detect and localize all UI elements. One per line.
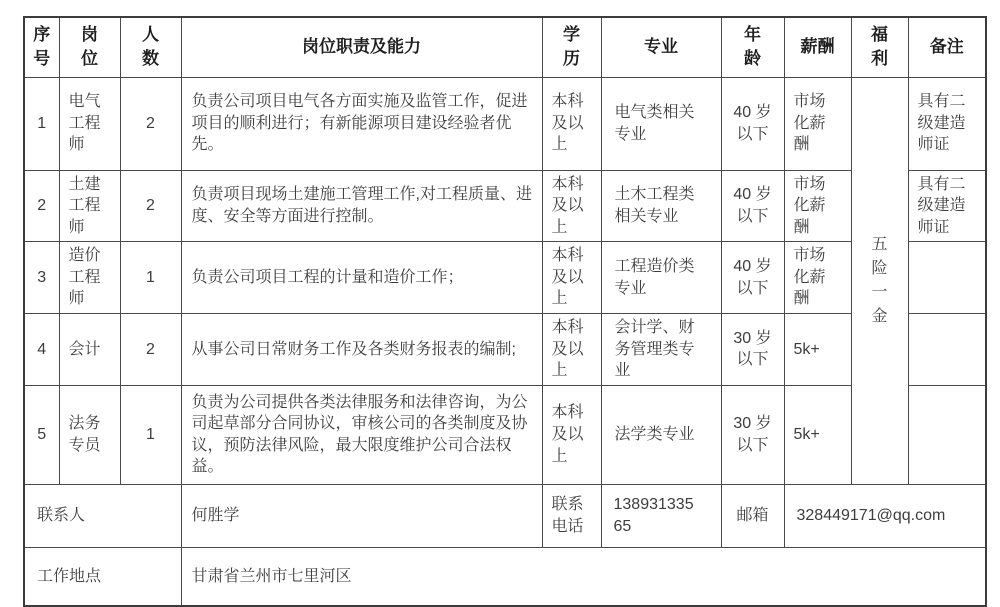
row5-no: 5 xyxy=(24,385,59,484)
row5-duties: 负责为公司提供各类法律服务和法律咨询，为公司起草部分合同协议，审核公司的各类制度及协议，预防法律风险，最大限度维护公司合法权益。 xyxy=(181,385,542,484)
row4-no: 4 xyxy=(24,314,59,386)
row4-major: 会计学、财务管理类专业 xyxy=(601,314,721,386)
row1-duties: 负责公司项目电气各方面实施及监管工作，促进项目的顺利进行；有新能源项目建设经验者优先。 xyxy=(181,77,542,170)
header-cell-count xyxy=(120,17,181,77)
row5-major: 法学类专业 xyxy=(601,385,721,484)
row4-age: 30 岁以下 xyxy=(721,314,784,386)
row1-count: 2 xyxy=(120,77,181,170)
row2-major: 土木工程类相关专业 xyxy=(601,170,721,242)
row1-education: 本科及以上 xyxy=(542,77,601,170)
row4-count: 2 xyxy=(120,314,181,386)
table-row xyxy=(24,170,986,242)
row2-position: 土建工程师 xyxy=(59,170,120,242)
table-row xyxy=(24,77,986,170)
row2-education: 本科及以上 xyxy=(542,170,601,242)
contact-email-value: 328449171@qq.com xyxy=(784,484,986,547)
row5-age: 30 岁以下 xyxy=(721,385,784,484)
recruitment-table xyxy=(23,16,987,607)
location-value: 甘肃省兰州市七里河区 xyxy=(181,547,986,606)
row1-note: 具有二级建造师证 xyxy=(908,77,986,170)
row4-note xyxy=(908,314,986,386)
header-cell-duties: 岗位职责及能力 xyxy=(181,17,542,77)
row3-position: 造价工程师 xyxy=(59,242,120,314)
row3-major: 工程造价类专业 xyxy=(601,242,721,314)
header-cell-salary: 薪酬 xyxy=(784,17,851,77)
row4-salary: 5k+ xyxy=(784,314,851,386)
row3-age: 40 岁以下 xyxy=(721,242,784,314)
contact-phone-label: 联系电话 xyxy=(542,484,601,547)
row2-count: 2 xyxy=(120,170,181,242)
row5-count: 1 xyxy=(120,385,181,484)
benefit-merged-cell: 五险一金 xyxy=(851,77,908,484)
row3-no: 3 xyxy=(24,242,59,314)
row1-no: 1 xyxy=(24,77,59,170)
row4-position: 会计 xyxy=(59,314,120,386)
contact-name: 何胜学 xyxy=(181,484,542,547)
contact-phone-number: 13893133565 xyxy=(601,484,721,547)
header-benefit-label: 福利 xyxy=(870,24,888,69)
header-cell-position xyxy=(59,17,120,77)
header-cell-benefit xyxy=(851,17,908,77)
row4-duties: 从事公司日常财务工作及各类财务报表的编制; xyxy=(181,314,542,386)
header-row xyxy=(24,17,986,77)
header-cell-education xyxy=(542,17,601,77)
contact-email-label: 邮箱 xyxy=(721,484,784,547)
header-position-label: 岗位 xyxy=(80,24,98,69)
location-label: 工作地点 xyxy=(24,547,181,606)
header-cell-no xyxy=(24,17,59,77)
row1-age: 40 岁以下 xyxy=(721,77,784,170)
row1-salary: 市场化薪酬 xyxy=(784,77,851,170)
row2-duties: 负责项目现场土建施工管理工作,对工程质量、进度、安全等方面进行控制。 xyxy=(181,170,542,242)
table-row xyxy=(24,242,986,314)
row2-age: 40 岁以下 xyxy=(721,170,784,242)
location-row xyxy=(24,547,986,606)
row1-major: 电气类相关专业 xyxy=(601,77,721,170)
row1-position: 电气工程师 xyxy=(59,77,120,170)
row2-note: 具有二级建造师证 xyxy=(908,170,986,242)
row5-salary: 5k+ xyxy=(784,385,851,484)
contact-label: 联系人 xyxy=(24,484,181,547)
table-row xyxy=(24,385,986,484)
contact-row xyxy=(24,484,986,547)
header-age-label: 年龄 xyxy=(743,24,761,69)
row5-note xyxy=(908,385,986,484)
row3-count: 1 xyxy=(120,242,181,314)
row5-education: 本科及以上 xyxy=(542,385,601,484)
header-cell-note: 备注 xyxy=(908,17,986,77)
row5-position: 法务专员 xyxy=(59,385,120,484)
row4-education: 本科及以上 xyxy=(542,314,601,386)
header-cell-major: 专业 xyxy=(601,17,721,77)
row2-no: 2 xyxy=(24,170,59,242)
row2-salary: 市场化薪酬 xyxy=(784,170,851,242)
table-row xyxy=(24,314,986,386)
header-education-label: 学历 xyxy=(562,24,580,69)
row3-note xyxy=(908,242,986,314)
header-no-label: 序号 xyxy=(33,24,51,69)
row3-education: 本科及以上 xyxy=(542,242,601,314)
header-count-label: 人数 xyxy=(141,24,159,69)
row3-duties: 负责公司项目工程的计量和造价工作； xyxy=(181,242,542,314)
row3-salary: 市场化薪酬 xyxy=(784,242,851,314)
header-cell-age xyxy=(721,17,784,77)
